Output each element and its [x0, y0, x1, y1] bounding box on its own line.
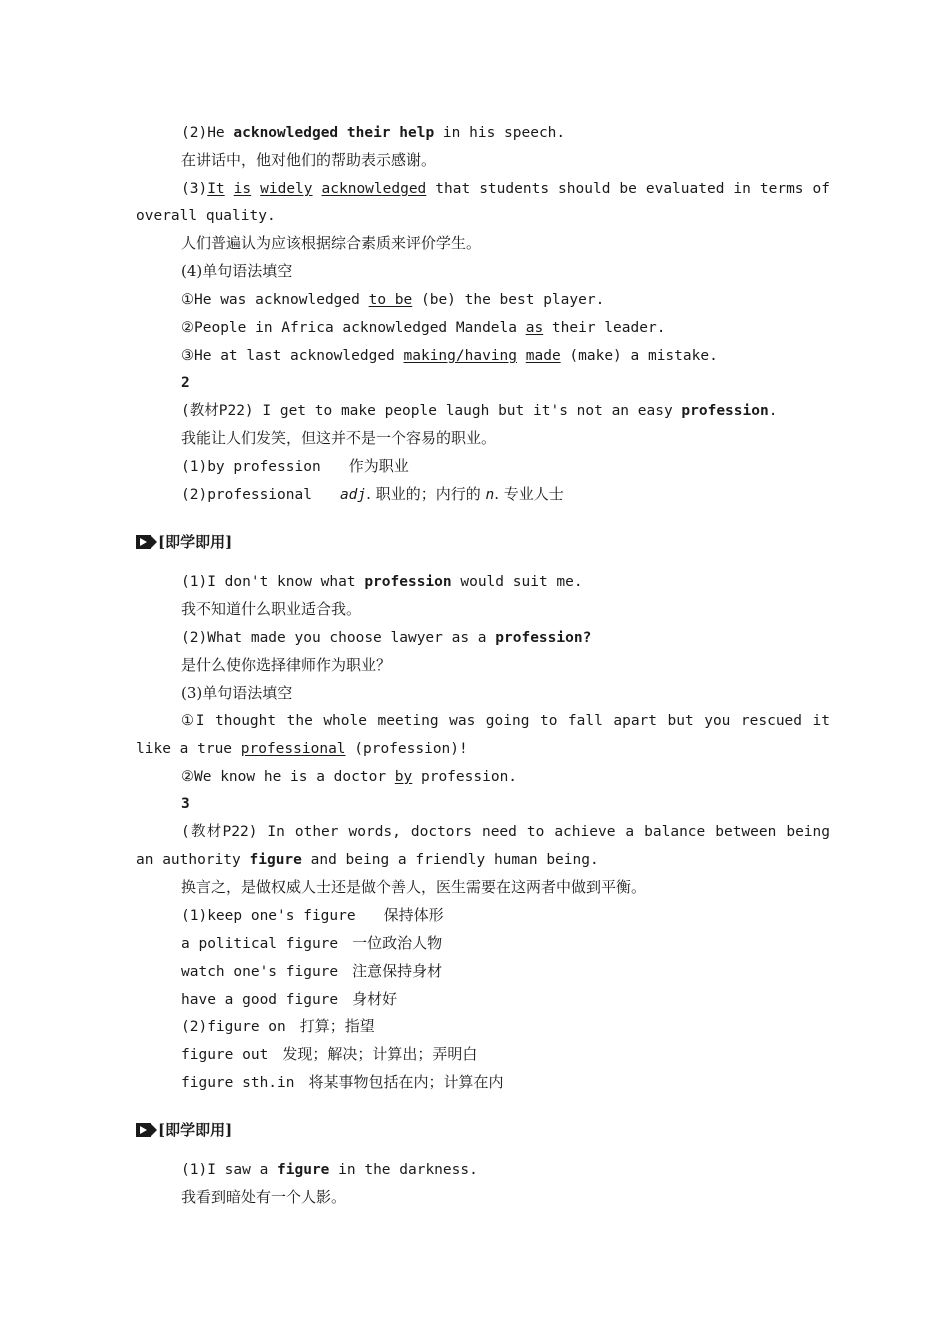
answer: made	[525, 348, 561, 364]
phrase: figure sth.in	[181, 1075, 295, 1091]
exercise-title: (3)单句语法填空	[181, 684, 293, 702]
space	[517, 348, 526, 364]
phrase-item	[181, 1044, 830, 1065]
phrase-item	[181, 1072, 830, 1093]
exercise-item	[181, 318, 830, 338]
text: their leader.	[543, 320, 666, 336]
phrase-meaning: 保持体形	[383, 906, 444, 924]
key-word: figure	[277, 1162, 330, 1178]
phrase-meaning: 一位政治人物	[352, 934, 443, 952]
translation: 我能让人们发笑，但这并不是一个容易的职业。	[181, 429, 497, 447]
translation: 我不知道什么职业适合我。	[181, 600, 362, 618]
phrase: (1)by profession	[181, 459, 321, 475]
answer: by	[394, 769, 413, 785]
phrase-item	[181, 1016, 830, 1037]
text: in the darkness.	[329, 1162, 478, 1178]
answer: It	[207, 181, 225, 197]
space	[313, 181, 322, 197]
answer: professional	[240, 741, 346, 757]
phrase-meaning: . 职业的；内行的	[366, 485, 486, 503]
play-icon	[136, 1122, 156, 1138]
text: ②People in Africa acknowledged Mandela	[181, 320, 526, 336]
heading-label: [即学即用]	[158, 533, 233, 551]
phrase: figure out	[181, 1047, 269, 1063]
answer: widely	[260, 181, 313, 197]
example-sentence	[181, 123, 830, 143]
section-heading	[136, 532, 232, 552]
text: (make) a mistake.	[560, 348, 718, 364]
phrase-meaning: . 专业人士	[494, 485, 564, 503]
space	[225, 181, 234, 197]
exercise-item	[181, 767, 830, 787]
key-word: profession?	[495, 630, 592, 646]
text: in his speech.	[434, 125, 566, 141]
text: like a true	[136, 741, 241, 757]
space	[251, 181, 260, 197]
text: an authority	[136, 852, 250, 868]
text: (1)I don't know what	[181, 574, 365, 590]
section-number: 2	[181, 375, 190, 391]
answer: acknowledged	[321, 181, 427, 197]
phrase-item	[181, 484, 830, 505]
section-heading	[136, 1120, 232, 1140]
example-sentence	[181, 572, 830, 592]
source-sentence: (教材P22) In other words, doctors need to achieve a balance between being	[181, 824, 830, 840]
phrase: have a good figure	[181, 992, 339, 1008]
text: profession.	[412, 769, 518, 785]
example-sentence	[181, 179, 830, 199]
text: ①He was acknowledged	[181, 292, 369, 308]
part-of-speech: adj	[339, 487, 367, 503]
example-sentence	[181, 628, 830, 648]
exercise-item: ①I thought the whole meeting was going to fall apart but you rescued it	[181, 713, 830, 729]
answer: as	[525, 320, 544, 336]
phrase: watch one's figure	[181, 964, 339, 980]
translation: 在讲话中，他对他们的帮助表示感谢。	[181, 151, 437, 169]
answer: to be	[368, 292, 413, 308]
text: (2)What made you choose lawyer as a	[181, 630, 496, 646]
key-word: figure	[249, 852, 302, 868]
text: (2)He	[181, 125, 234, 141]
translation: 换言之，是做权威人士还是做个善人，医生需要在这两者中做到平衡。	[181, 878, 647, 896]
section-number: 3	[181, 796, 190, 812]
part-of-speech: n	[485, 487, 495, 503]
translation: 人们普遍认为应该根据综合素质来评价学生。	[181, 234, 482, 252]
phrase-meaning: 打算；指望	[299, 1017, 375, 1035]
phrase-meaning: 作为职业	[348, 457, 409, 475]
source-continuation	[136, 850, 830, 870]
phrase-meaning: 身材好	[352, 990, 398, 1008]
phrase-item	[181, 456, 830, 477]
phrase-item	[181, 989, 830, 1010]
source-sentence	[181, 401, 830, 421]
play-icon	[136, 534, 156, 550]
text: .	[768, 403, 778, 419]
text: (1)I saw a	[181, 1162, 278, 1178]
phrase: (2)figure on	[181, 1019, 286, 1035]
exercise-title: (4)单句语法填空	[181, 262, 293, 280]
text: that students should be evaluated in terms of	[426, 181, 830, 197]
text: (3)	[181, 181, 208, 197]
heading-label: [即学即用]	[158, 1121, 233, 1139]
key-word: profession	[364, 574, 452, 590]
phrase: a political figure	[181, 936, 339, 952]
phrase-item	[181, 905, 830, 926]
translation: 是什么使你选择律师作为职业？	[181, 656, 392, 674]
phrase: (1)keep one's figure	[181, 908, 356, 924]
text: ②We know he is a doctor	[181, 769, 395, 785]
text: (profession)!	[345, 741, 468, 757]
phrase-item	[181, 933, 830, 954]
phrase-meaning: 注意保持身材	[352, 962, 443, 980]
text: and being a friendly human being.	[301, 852, 599, 868]
answer: is	[233, 181, 252, 197]
phrase-item	[181, 961, 830, 982]
key-word: profession	[681, 403, 769, 419]
text: (be) the best player.	[412, 292, 605, 308]
phrase-meaning: 将某事物包括在内；计算在内	[308, 1073, 504, 1091]
exercise-item	[181, 290, 830, 310]
text: ③He at last acknowledged	[181, 348, 404, 364]
phrase: (2)professional	[181, 487, 312, 503]
key-phrase: acknowledged their help	[233, 125, 435, 141]
text: would suit me.	[451, 574, 583, 590]
answer: making/having	[403, 348, 518, 364]
exercise-item	[181, 346, 830, 366]
example-sentence	[181, 1160, 830, 1180]
translation: 我看到暗处有一个人影。	[181, 1188, 347, 1206]
text: (教材P22) I get to make people laugh but it's not an easy	[181, 403, 682, 419]
exercise-continuation	[136, 739, 830, 759]
example-continuation: overall quality.	[136, 208, 276, 224]
phrase-meaning: 发现；解决；计算出；弄明白	[282, 1045, 478, 1063]
